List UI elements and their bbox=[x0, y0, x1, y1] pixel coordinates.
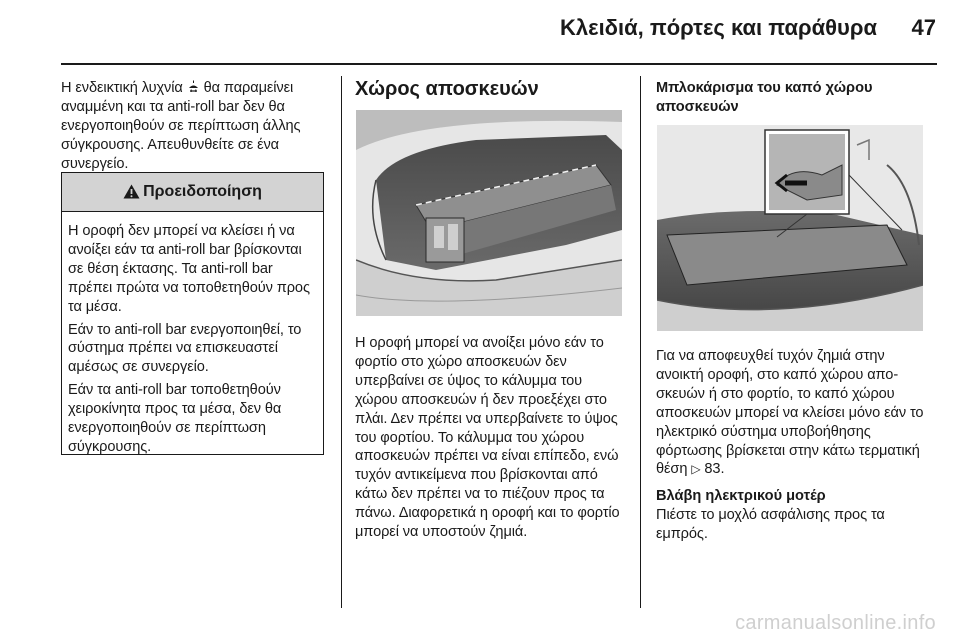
section-heading-trunk-lid-lock: Μπλοκάρισμα του καπό χώρου αποσκευών bbox=[656, 80, 873, 115]
section-heading-motor-failure: Βλάβη ηλεκτρικού μοτέρ bbox=[656, 488, 826, 504]
warning-triangle-icon bbox=[123, 182, 140, 202]
trunk-lid-lock-paragraph: Για να αποφευχθεί τυχόν ζημιά στην ανοικτή οροφή, στο καπό χώρου αποσκευών ή στο φορτίο, το καπό χώρου αποσκευών μπορεί να κλείσει μόνο εάν το ηλεκτρικό σύστημα υποβοήθησης φόρτωσης βρίσκεται στην κάτω τερματική θέση ▷ 83. bbox=[656, 348, 924, 478]
trunk-load-area-illustration bbox=[356, 110, 622, 316]
warning-header bbox=[62, 173, 323, 212]
page-reference-arrow-icon[interactable]: ▷ bbox=[691, 462, 701, 477]
column-divider-2 bbox=[640, 76, 641, 608]
watermark: carmanualsonline.info bbox=[735, 612, 936, 634]
warning-paragraph: Η οροφή δεν μπορεί να κλείσει ή να ανοίξει εάν τα anti-roll bar βρίσκονται σε θέση έκτασης. Τα anti-roll bar πρέπει πρώτα να τοποθετηθούν προς τα μέσα. bbox=[68, 223, 310, 315]
trunk-paragraph: Η οροφή μπορεί να ανοίξει μόνο εάν το φορτίο στο χώρο αποσκευών δεν υπερβαίνει σε ύψος το κάλυμμα του χώρου αποσκευών ή δεν προεξέχει στο πλάι. Δεν πρέπει να υπερβαίνετε το ύψος του φορτίου. Το κάλυμμα του χώρου αποσκευών πρέπει να είναι επίπεδο, ενώ τυχόν αντικείμενα που βρίσκονται από κάτω δεν πρέπει να το πιέζουν προς τα πάνω. Διαφορετικά η οροφή και το φορτίο μπορεί να υποστούν ζημιά. bbox=[355, 335, 620, 541]
section-heading-trunk: Χώρος αποσκευών bbox=[355, 78, 539, 100]
page-header-title: Κλειδιά, πόρτες και παράθυρα bbox=[560, 15, 877, 40]
car-hood-warning-lamp-icon bbox=[187, 80, 200, 96]
page-number: 47 bbox=[911, 15, 936, 40]
motor-failure-paragraph: Πιέστε το μοχλό ασφάλισης προς τα εμπρός. bbox=[656, 507, 885, 542]
column-divider-1 bbox=[341, 76, 342, 608]
warning-paragraph: Εάν το anti-roll bar ενεργοποιηθεί, το σύστημα πρέπει να επισκευαστεί αμέσως σε συνεργείο. bbox=[68, 321, 302, 376]
warning-box bbox=[61, 172, 324, 455]
warning-body bbox=[62, 212, 323, 457]
trunk-lid-lock-illustration bbox=[657, 125, 923, 331]
warning-title: Προειδοποίηση bbox=[143, 183, 262, 200]
header-divider bbox=[61, 63, 937, 65]
intro-paragraph: Η ενδεικτική λυχνία θα παραμείνει αναμμένη και τα anti-roll bar δεν θα ενεργοποιηθούν σε περίπτωση άλλης σύγκρουσης. Απευθυνθείτε σε ένα συνεργείο. bbox=[61, 80, 301, 172]
warning-paragraph: Εάν τα anti-roll bar τοποθετηθούν χειροκίνητα προς τα μέσα, δεν θα ενεργοποιηθούν σε περίπτωση σύγκρουσης. bbox=[68, 382, 282, 455]
